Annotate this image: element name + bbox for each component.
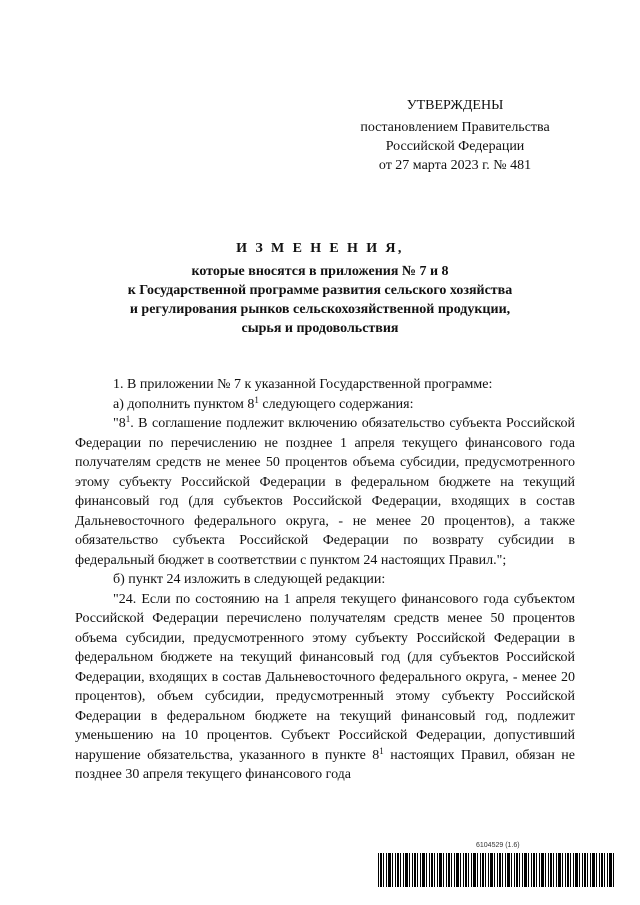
approval-line-3: от 27 марта 2023 г. № 481 [378,158,532,173]
paragraph-2 [75,395,575,415]
paragraph-5-text-end: настоящих Правил, обязан не позднее 30 апреля текущего финансового года [75,747,575,782]
heading-line-4: сырья и продовольствия [241,321,399,336]
document-heading [60,239,580,338]
paragraph-2-text: а) дополнить пунктом 8 [113,396,255,412]
heading-line-1: которые вносятся в приложения № 7 и 8 [191,264,449,279]
heading-line-3: и регулирования рынков сельскохозяйственной продукции, [129,302,511,317]
paragraph-3-number: "8 [113,416,126,431]
superscript: 1 [254,394,259,405]
approval-line-2: Российской Федерации [385,139,525,154]
barcode-number: 6104529 (1.6) [476,842,520,849]
paragraph-5 [75,590,575,785]
paragraph-3 [75,414,575,570]
paragraph-1: 1. В приложении № 7 к указанной Государственной программе: [113,377,493,392]
heading-line-2: к Государственной программе развития сельского хозяйства [127,283,513,298]
superscript: 1 [379,745,384,756]
paragraph-2-text-end: следующего содержания: [258,396,414,412]
heading-title: И З М Е Н Е Н И Я, [236,241,404,256]
approval-block [300,96,610,175]
barcode-block [378,842,614,892]
superscript: 1 [125,414,131,424]
approval-line-1: постановлением Правительства [360,120,550,135]
document-body [75,375,575,785]
barcode-icon [378,853,614,887]
paragraph-5-text: "24. Если по состоянию на 1 апреля текущего финансового года субъектом Российской Федерации перечислено получателям средств менее 50 процентов объема субсидии, предусмотренного этому субъекту Российской Федерации в федеральном бюджете на текущий финансовый год (для субъектов Российской Федерации, входящих в состав Дальневосточного федерального округа, - менее 20 процентов), объем субсидии, предусмотренный этому субъекту Российской Федерации в федеральном бюджете на текущий финансовый год, подлежит уменьшению на 10 процентов. Субъект Российской Федерации, допустивший нарушение обязательства, указанного в пункте 8 [75,591,575,763]
paragraph-3-text: . В соглашение подлежит включению обязательство субъекта Российской Федерации по перечислению не позднее 1 апреля текущего финансового года получателям средств не менее 50 процентов объема субсидии, предусмотренного этому субъекту Российской Федерации в федеральном бюджете на текущий финансовый год (для субъектов Российской Федерации, входящих в состав Дальневосточного федерального округа, - не менее 20 процентов), а также обязательство субъекта Российской Федерации по возврату субсидии в федеральный бюджет в соответствии с пунктом 24 настоящих Правил."; [75,416,575,568]
approval-title: УТВЕРЖДЕНЫ [406,98,504,113]
paragraph-4: б) пункт 24 изложить в следующей редакции: [113,572,386,587]
